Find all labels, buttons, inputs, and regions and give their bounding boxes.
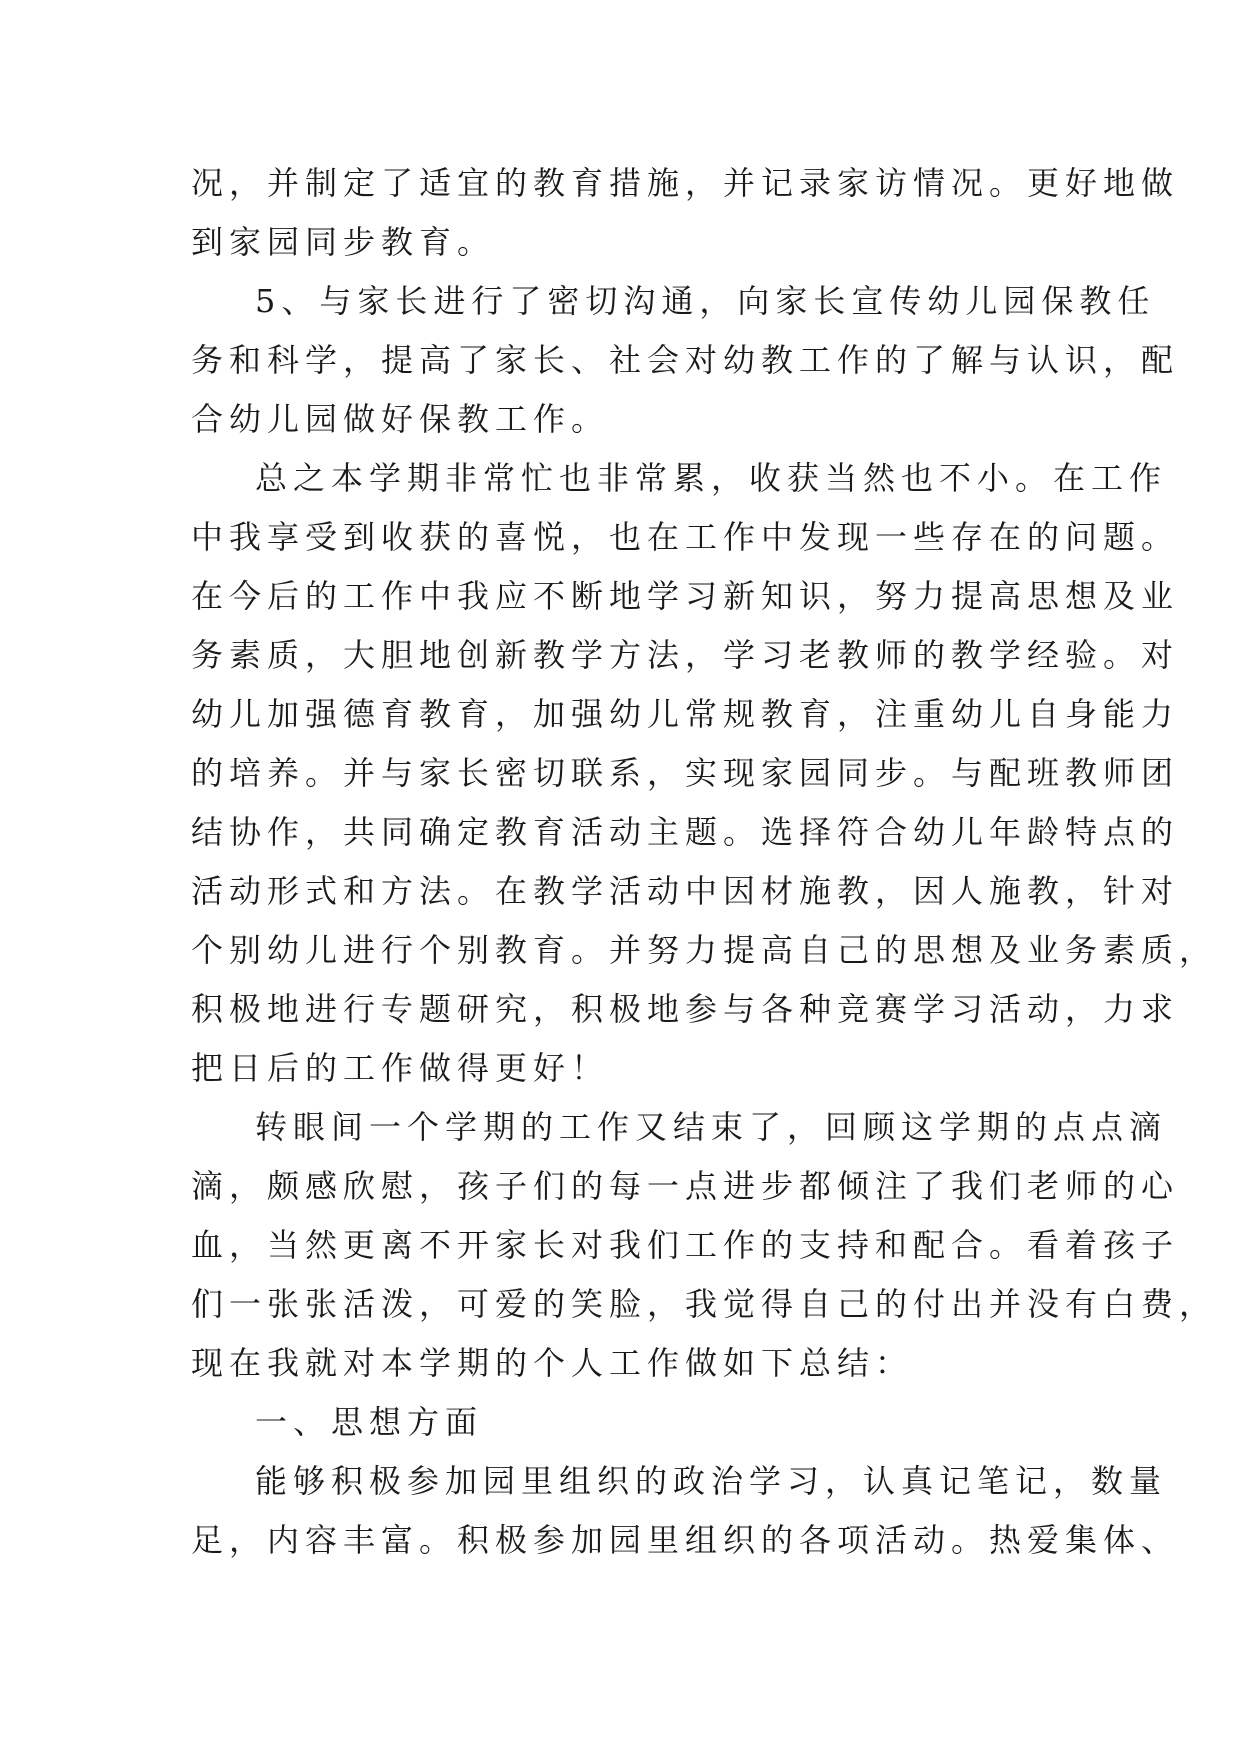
text-line: 转眼间一个学期的工作又结束了，回顾这学期的点点滴 xyxy=(255,1108,1168,1146)
text-line: 把日后的工作做得更好！ xyxy=(191,1049,610,1087)
text-line: 在今后的工作中我应不断地学习新知识，努力提高思想及业 xyxy=(191,577,1180,615)
document-body xyxy=(191,154,1218,1570)
text-line: 幼儿加强德育教育，加强幼儿常规教育，注重幼儿自身能力 xyxy=(191,695,1180,733)
text-line: 能够积极参加园里组织的政治学习，认真记笔记，数量 xyxy=(255,1462,1168,1500)
text-line: 的培养。并与家长密切联系，实现家园同步。与配班教师团 xyxy=(191,754,1180,792)
text-line: 合幼儿园做好保教工作。 xyxy=(191,400,610,438)
text-line: 务和科学，提高了家长、社会对幼教工作的了解与认识，配 xyxy=(191,341,1180,379)
text-line: 个别幼儿进行个别教育。并努力提高自己的思想及业务素质， xyxy=(191,931,1218,969)
text-line: 结协作，共同确定教育活动主题。选择符合幼儿年龄特点的 xyxy=(191,813,1180,851)
text-line: 活动形式和方法。在教学活动中因材施教，因人施教，针对 xyxy=(191,872,1180,910)
text-line: 到家园同步教育。 xyxy=(191,223,496,261)
text-line: 现在我就对本学期的个人工作做如下总结： xyxy=(191,1344,914,1382)
text-line: 滴，颇感欣慰，孩子们的每一点进步都倾注了我们老师的心 xyxy=(191,1167,1180,1205)
text-line: 况，并制定了适宜的教育措施，并记录家访情况。更好地做 xyxy=(191,164,1180,202)
text-line: 血，当然更离不开家长对我们工作的支持和配合。看着孩子 xyxy=(191,1226,1180,1264)
text-line: 务素质，大胆地创新教学方法，学习老教师的教学经验。对 xyxy=(191,636,1180,674)
text-line: 总之本学期非常忙也非常累，收获当然也不小。在工作 xyxy=(255,459,1168,497)
text-line: 足，内容丰富。积极参加园里组织的各项活动。热爱集体、 xyxy=(191,1521,1180,1559)
section-heading: 一、思想方面 xyxy=(255,1403,484,1441)
text-line: 积极地进行专题研究，积极地参与各种竞赛学习活动，力求 xyxy=(191,990,1180,1028)
text-line: 中我享受到收获的喜悦，也在工作中发现一些存在的问题。 xyxy=(191,518,1180,556)
text-line: 5、与家长进行了密切沟通，向家长宣传幼儿园保教任 xyxy=(255,282,1156,320)
text-line: 们一张张活泼，可爱的笑脸，我觉得自己的付出并没有白费， xyxy=(191,1285,1218,1323)
